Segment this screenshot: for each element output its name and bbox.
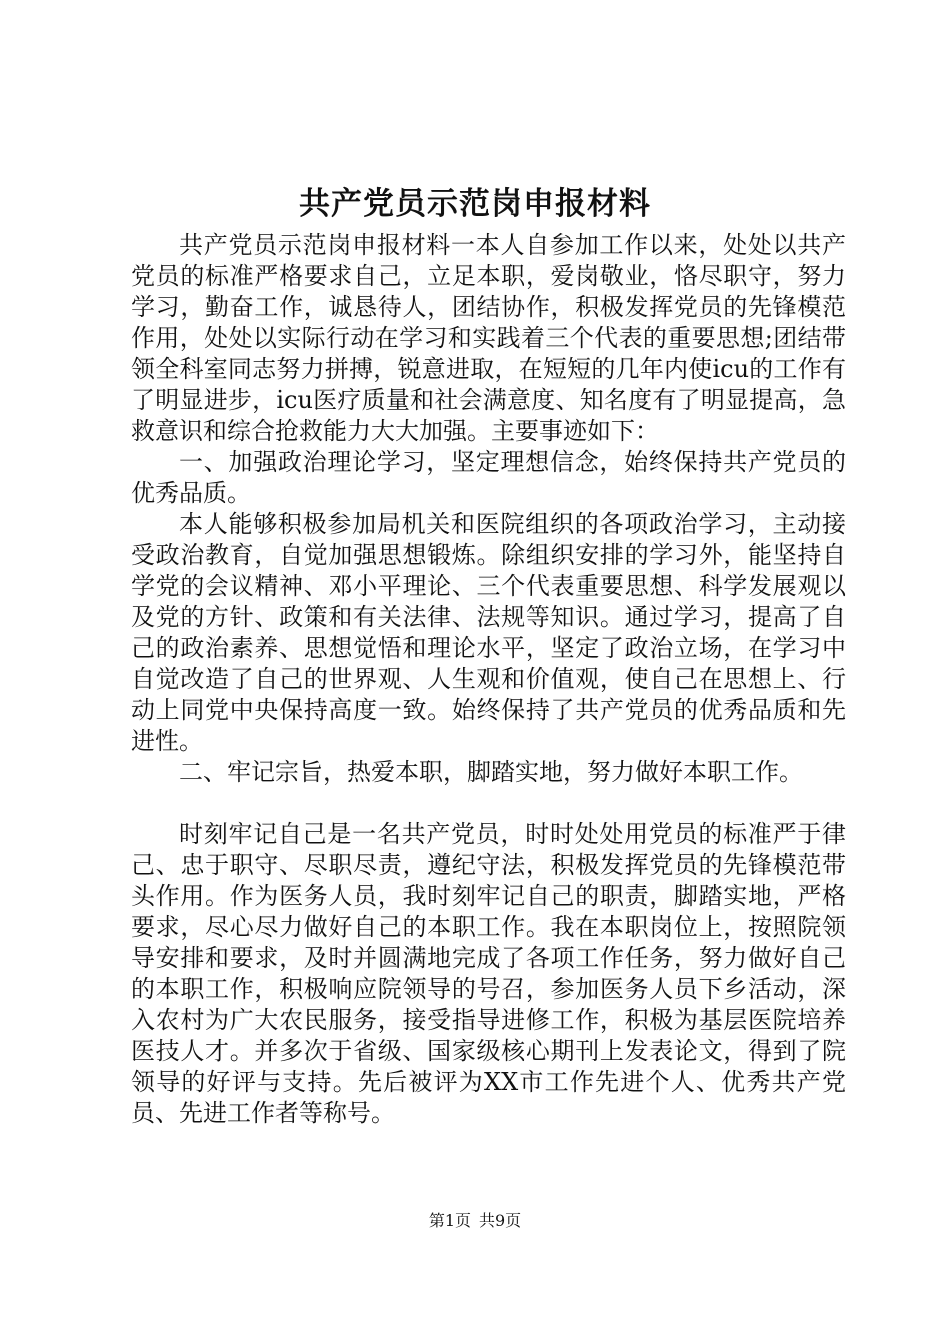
paragraph-heading-1: 一、加强政治理论学习，坚定理想信念，始终保持共产党员的优秀品质。 (131, 448, 846, 507)
paragraph-gap (131, 788, 846, 819)
document-body (131, 230, 846, 1129)
paragraph-intro: 共产党员示范岗申报材料一本人自参加工作以来，处处以共产党员的标准严格要求自己，立足本职，爱岗敬业，恪尽职守，努力学习，勤奋工作，诚恳待人，团结协作，积极发挥党员的先锋模范作用，处处以实际行动在学习和实践着三个代表的重要思想;团结带领全科室同志努力拼搏，锐意进取，在短短的几年内使icu的工作有了明显进步，icu医疗质量和社会满意度、知名度有了明显提高，急救意识和综合抢救能力大大加强。主要事迹如下： (131, 231, 846, 445)
page-total: 共9页 (479, 1211, 522, 1230)
paragraph-political-study: 本人能够积极参加局机关和医院组织的各项政治学习，主动接受政治教育，自觉加强思想锻炼。除组织安排的学习外，能坚持自学党的会议精神、邓小平理论、三个代表重要思想、科学发展观以及党的方针、政策和有关法律、法规等知识。通过学习，提高了自己的政治素养、思想觉悟和理论水平，坚定了政治立场，在学习中自觉改造了自己的世界观、人生观和价值观，使自己在思想上、行动上同党中央保持高度一致。始终保持了共产党员的优秀品质和先进性。 (131, 510, 846, 755)
page-footer (0, 1210, 950, 1232)
page-number: 第1页 (428, 1211, 471, 1230)
paragraph-duty: 时刻牢记自己是一名共产党员，时时处处用党员的标准严于律己、忠于职守、尽职尽责，遵纪守法，积极发挥党员的先锋模范带头作用。作为医务人员，我时刻牢记自己的职责，脚踏实地，严格要求，尽心尽力做好自己的本职工作。我在本职岗位上，按照院领导安排和要求，及时并圆满地完成了各项工作任务，努力做好自己的本职工作，积极响应院领导的号召，参加医务人员下乡活动，深入农村为广大农民服务，接受指导进修工作，积极为基层医院培养医技人才。并多次于省级、国家级核心期刊上发表论文，得到了院领导的好评与支持。先后被评为XX市工作先进个人、优秀共产党员、先进工作者等称号。 (131, 820, 846, 1127)
document-title: 共产党员示范岗申报材料 (299, 186, 651, 222)
paragraph-heading-2: 二、牢记宗旨，热爱本职，脚踏实地，努力做好本职工作。 (179, 758, 803, 786)
